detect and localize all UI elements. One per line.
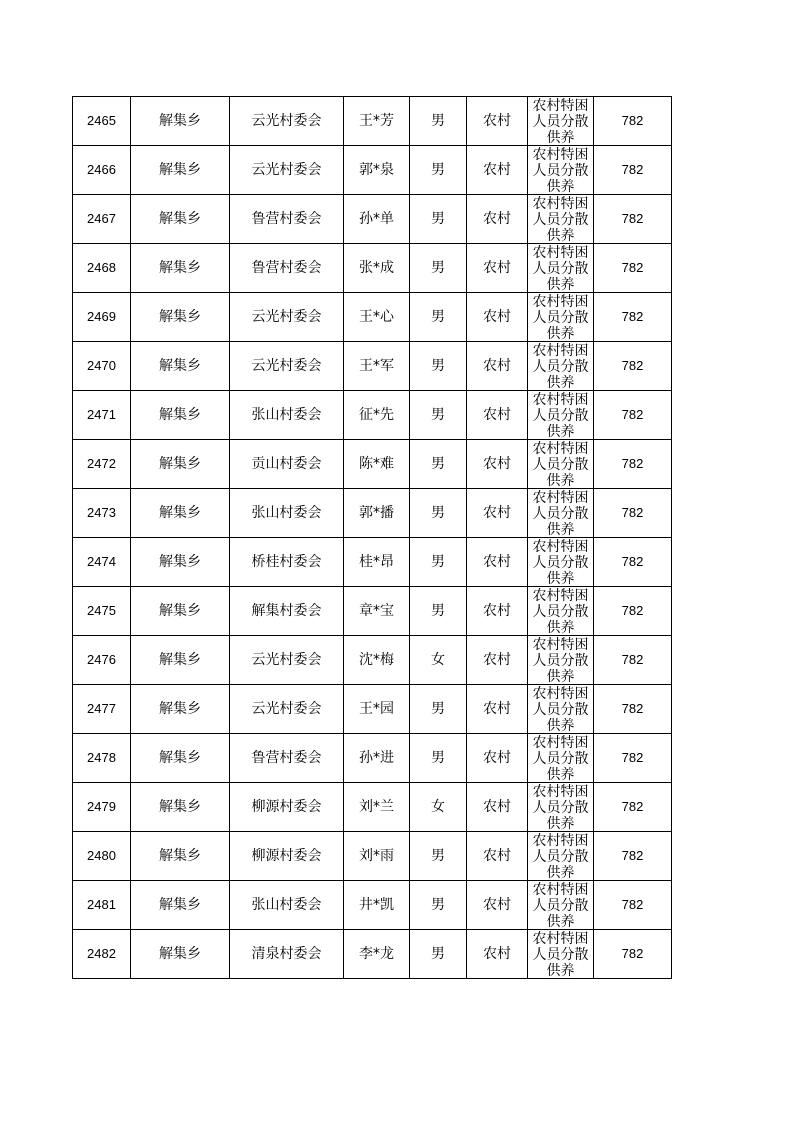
- cell-gender: 男: [410, 244, 467, 293]
- cell-area-type: 农村: [467, 881, 528, 930]
- cell-township: 解集乡: [131, 685, 230, 734]
- cell-amount: 782: [594, 244, 672, 293]
- cell-township: 解集乡: [131, 391, 230, 440]
- cell-amount: 782: [594, 440, 672, 489]
- cell-village-committee: 云光村委会: [230, 342, 344, 391]
- cell-person-name: 井*凯: [344, 881, 410, 930]
- cell-gender: 男: [410, 538, 467, 587]
- cell-amount: 782: [594, 146, 672, 195]
- cell-gender: 男: [410, 391, 467, 440]
- cell-serial-number: 2476: [73, 636, 131, 685]
- table-row: [73, 97, 672, 146]
- cell-village-committee: 鲁营村委会: [230, 244, 344, 293]
- support-category-text: 农村特困人员分散供养: [532, 342, 589, 390]
- cell-serial-number: 2475: [73, 587, 131, 636]
- cell-person-name: 郭*泉: [344, 146, 410, 195]
- cell-amount: 782: [594, 636, 672, 685]
- cell-gender: 女: [410, 636, 467, 685]
- table-row: [73, 293, 672, 342]
- cell-village-committee: 云光村委会: [230, 97, 344, 146]
- cell-amount: 782: [594, 930, 672, 979]
- cell-support-category: [528, 293, 594, 342]
- cell-person-name: 张*成: [344, 244, 410, 293]
- cell-township: 解集乡: [131, 734, 230, 783]
- cell-area-type: 农村: [467, 97, 528, 146]
- cell-village-committee: 云光村委会: [230, 293, 344, 342]
- cell-support-category: [528, 734, 594, 783]
- cell-area-type: 农村: [467, 783, 528, 832]
- cell-village-committee: 鲁营村委会: [230, 195, 344, 244]
- cell-area-type: 农村: [467, 293, 528, 342]
- cell-support-category: [528, 881, 594, 930]
- cell-person-name: 刘*雨: [344, 832, 410, 881]
- cell-township: 解集乡: [131, 440, 230, 489]
- cell-village-committee: 解集村委会: [230, 587, 344, 636]
- data-table: [72, 96, 672, 979]
- cell-township: 解集乡: [131, 881, 230, 930]
- table-row: [73, 881, 672, 930]
- table-row: [73, 195, 672, 244]
- support-category-text: 农村特困人员分散供养: [532, 244, 589, 292]
- cell-village-committee: 云光村委会: [230, 146, 344, 195]
- cell-serial-number: 2473: [73, 489, 131, 538]
- cell-person-name: 章*宝: [344, 587, 410, 636]
- cell-serial-number: 2479: [73, 783, 131, 832]
- cell-area-type: 农村: [467, 587, 528, 636]
- support-category-text: 农村特困人员分散供养: [532, 587, 589, 635]
- cell-support-category: [528, 930, 594, 979]
- cell-village-committee: 张山村委会: [230, 489, 344, 538]
- support-category-text: 农村特困人员分散供养: [532, 685, 589, 733]
- cell-township: 解集乡: [131, 538, 230, 587]
- cell-gender: 男: [410, 685, 467, 734]
- cell-area-type: 农村: [467, 538, 528, 587]
- support-category-text: 农村特困人员分散供养: [532, 832, 589, 880]
- table-row: [73, 636, 672, 685]
- cell-person-name: 王*心: [344, 293, 410, 342]
- cell-township: 解集乡: [131, 195, 230, 244]
- cell-village-committee: 张山村委会: [230, 391, 344, 440]
- cell-person-name: 王*军: [344, 342, 410, 391]
- cell-person-name: 沈*梅: [344, 636, 410, 685]
- cell-person-name: 桂*昂: [344, 538, 410, 587]
- cell-person-name: 孙*单: [344, 195, 410, 244]
- cell-serial-number: 2474: [73, 538, 131, 587]
- cell-area-type: 农村: [467, 489, 528, 538]
- table-row: [73, 244, 672, 293]
- support-category-text: 农村特困人员分散供养: [532, 293, 589, 341]
- cell-township: 解集乡: [131, 244, 230, 293]
- cell-village-committee: 张山村委会: [230, 881, 344, 930]
- cell-village-committee: 云光村委会: [230, 685, 344, 734]
- cell-support-category: [528, 783, 594, 832]
- support-category-text: 农村特困人员分散供养: [532, 538, 589, 586]
- cell-village-committee: 桥桂村委会: [230, 538, 344, 587]
- table-row: [73, 538, 672, 587]
- cell-support-category: [528, 440, 594, 489]
- cell-township: 解集乡: [131, 587, 230, 636]
- cell-gender: 男: [410, 587, 467, 636]
- table-row: [73, 832, 672, 881]
- cell-township: 解集乡: [131, 930, 230, 979]
- cell-gender: 男: [410, 832, 467, 881]
- cell-township: 解集乡: [131, 783, 230, 832]
- cell-amount: 782: [594, 195, 672, 244]
- cell-township: 解集乡: [131, 342, 230, 391]
- support-category-text: 农村特困人员分散供养: [532, 930, 589, 978]
- cell-gender: 男: [410, 97, 467, 146]
- support-category-text: 农村特困人员分散供养: [532, 734, 589, 782]
- cell-person-name: 陈*难: [344, 440, 410, 489]
- cell-gender: 男: [410, 440, 467, 489]
- cell-support-category: [528, 587, 594, 636]
- cell-serial-number: 2466: [73, 146, 131, 195]
- support-category-text: 农村特困人员分散供养: [532, 146, 589, 194]
- cell-serial-number: 2477: [73, 685, 131, 734]
- cell-gender: 男: [410, 146, 467, 195]
- cell-serial-number: 2478: [73, 734, 131, 783]
- cell-amount: 782: [594, 293, 672, 342]
- table-body: [73, 97, 672, 979]
- cell-support-category: [528, 391, 594, 440]
- cell-person-name: 王*园: [344, 685, 410, 734]
- cell-area-type: 农村: [467, 685, 528, 734]
- cell-support-category: [528, 342, 594, 391]
- cell-serial-number: 2465: [73, 97, 131, 146]
- cell-amount: 782: [594, 538, 672, 587]
- support-category-text: 农村特困人员分散供养: [532, 97, 589, 145]
- cell-support-category: [528, 832, 594, 881]
- cell-support-category: [528, 538, 594, 587]
- cell-support-category: [528, 195, 594, 244]
- cell-support-category: [528, 636, 594, 685]
- support-category-text: 农村特困人员分散供养: [532, 783, 589, 831]
- table-row: [73, 587, 672, 636]
- cell-area-type: 农村: [467, 636, 528, 685]
- cell-area-type: 农村: [467, 832, 528, 881]
- cell-amount: 782: [594, 832, 672, 881]
- cell-serial-number: 2469: [73, 293, 131, 342]
- support-category-text: 农村特困人员分散供养: [532, 391, 589, 439]
- cell-village-committee: 柳源村委会: [230, 832, 344, 881]
- cell-township: 解集乡: [131, 489, 230, 538]
- cell-area-type: 农村: [467, 391, 528, 440]
- cell-gender: 女: [410, 783, 467, 832]
- cell-support-category: [528, 244, 594, 293]
- cell-amount: 782: [594, 489, 672, 538]
- support-category-text: 农村特困人员分散供养: [532, 881, 589, 929]
- cell-person-name: 王*芳: [344, 97, 410, 146]
- table-row: [73, 146, 672, 195]
- cell-gender: 男: [410, 881, 467, 930]
- cell-person-name: 郭*播: [344, 489, 410, 538]
- cell-amount: 782: [594, 97, 672, 146]
- cell-area-type: 农村: [467, 930, 528, 979]
- cell-gender: 男: [410, 195, 467, 244]
- table-row: [73, 440, 672, 489]
- cell-village-committee: 鲁营村委会: [230, 734, 344, 783]
- table-row: [73, 930, 672, 979]
- cell-serial-number: 2470: [73, 342, 131, 391]
- cell-village-committee: 贡山村委会: [230, 440, 344, 489]
- cell-area-type: 农村: [467, 146, 528, 195]
- cell-township: 解集乡: [131, 146, 230, 195]
- cell-gender: 男: [410, 930, 467, 979]
- cell-gender: 男: [410, 342, 467, 391]
- table-row: [73, 342, 672, 391]
- cell-amount: 782: [594, 587, 672, 636]
- cell-amount: 782: [594, 391, 672, 440]
- cell-amount: 782: [594, 881, 672, 930]
- cell-area-type: 农村: [467, 734, 528, 783]
- cell-township: 解集乡: [131, 832, 230, 881]
- cell-village-committee: 柳源村委会: [230, 783, 344, 832]
- cell-amount: 782: [594, 734, 672, 783]
- cell-township: 解集乡: [131, 293, 230, 342]
- cell-person-name: 李*龙: [344, 930, 410, 979]
- table-row: [73, 734, 672, 783]
- cell-person-name: 孙*进: [344, 734, 410, 783]
- cell-person-name: 征*先: [344, 391, 410, 440]
- cell-area-type: 农村: [467, 440, 528, 489]
- cell-village-committee: 清泉村委会: [230, 930, 344, 979]
- cell-township: 解集乡: [131, 636, 230, 685]
- table-row: [73, 685, 672, 734]
- cell-serial-number: 2482: [73, 930, 131, 979]
- cell-amount: 782: [594, 783, 672, 832]
- support-category-text: 农村特困人员分散供养: [532, 636, 589, 684]
- cell-amount: 782: [594, 685, 672, 734]
- cell-serial-number: 2468: [73, 244, 131, 293]
- cell-support-category: [528, 146, 594, 195]
- cell-village-committee: 云光村委会: [230, 636, 344, 685]
- cell-amount: 782: [594, 342, 672, 391]
- support-category-text: 农村特困人员分散供养: [532, 440, 589, 488]
- cell-support-category: [528, 97, 594, 146]
- cell-support-category: [528, 685, 594, 734]
- cell-gender: 男: [410, 293, 467, 342]
- support-category-text: 农村特困人员分散供养: [532, 489, 589, 537]
- cell-township: 解集乡: [131, 97, 230, 146]
- table-row: [73, 489, 672, 538]
- cell-area-type: 农村: [467, 342, 528, 391]
- cell-serial-number: 2480: [73, 832, 131, 881]
- cell-gender: 男: [410, 734, 467, 783]
- table-row: [73, 391, 672, 440]
- cell-gender: 男: [410, 489, 467, 538]
- cell-area-type: 农村: [467, 195, 528, 244]
- table-row: [73, 783, 672, 832]
- support-category-text: 农村特困人员分散供养: [532, 195, 589, 243]
- cell-serial-number: 2472: [73, 440, 131, 489]
- cell-serial-number: 2471: [73, 391, 131, 440]
- cell-serial-number: 2481: [73, 881, 131, 930]
- cell-serial-number: 2467: [73, 195, 131, 244]
- cell-support-category: [528, 489, 594, 538]
- cell-area-type: 农村: [467, 244, 528, 293]
- cell-person-name: 刘*兰: [344, 783, 410, 832]
